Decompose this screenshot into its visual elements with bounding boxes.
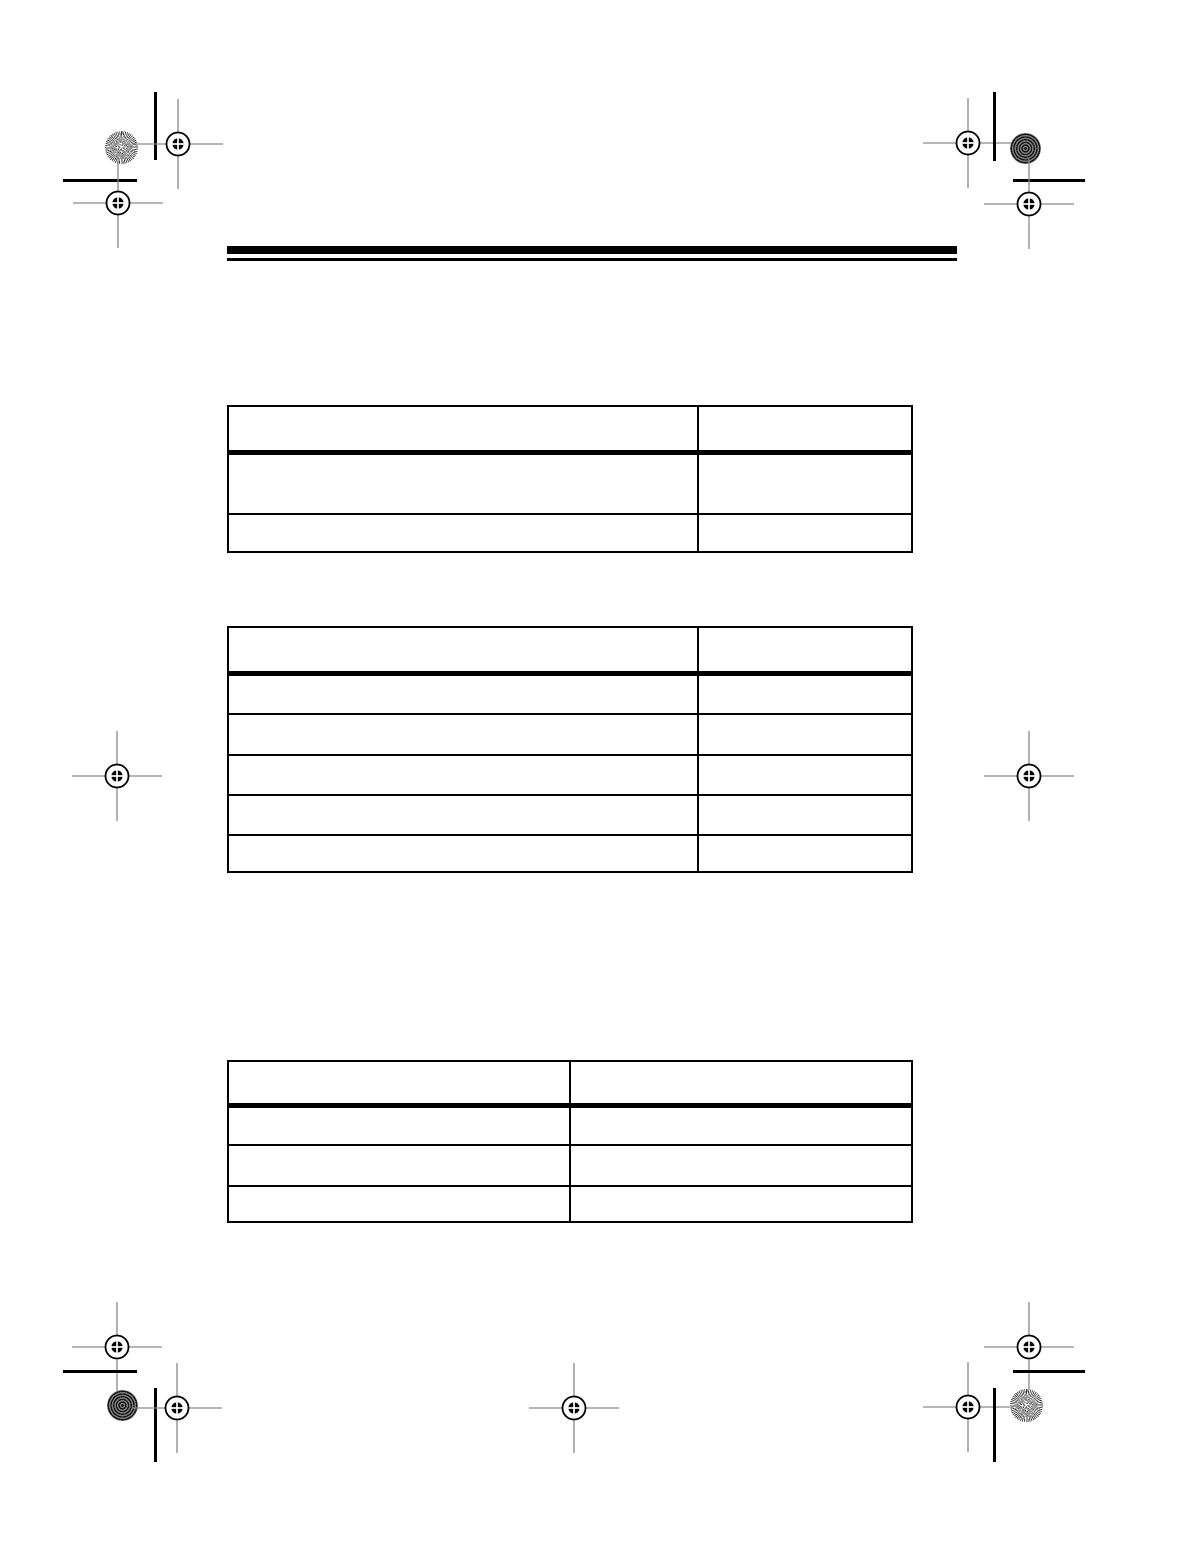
table-cell [229,1187,571,1221]
registration-crosshair-icon [981,1299,1077,1395]
registration-mark-top-left-inner [130,96,226,192]
table-cell [229,836,699,871]
header-rule-thick [227,246,957,254]
table-header-cell [571,1062,911,1103]
concentric-ring-target-icon [1010,133,1041,164]
table-row [229,455,911,513]
header-rule-thin [227,258,957,261]
table-cell [229,796,699,834]
table-header-cell [229,407,699,450]
registration-crosshair-icon [69,728,165,824]
table-row [229,513,911,551]
table-cell [229,455,699,513]
crop-trim-line-vertical-bottom-right [993,1388,996,1462]
table-header-row [229,1062,911,1108]
table-row [229,713,911,754]
registration-crosshair-icon [130,96,226,192]
table-cell [229,756,699,794]
table-cell [571,1187,911,1221]
registration-crosshair-icon [69,1299,165,1395]
table-header-cell [699,407,911,450]
table-row [229,676,911,713]
spec-table-3 [227,1060,913,1223]
crop-trim-line-vertical-top-right [993,92,996,161]
table-header-cell [229,1062,571,1103]
table-header-row [229,407,911,455]
table-row [229,794,911,834]
registration-crosshair-icon [920,95,1016,191]
table-cell [699,455,911,513]
starburst-target-icon [1010,1389,1043,1422]
table-row [229,1144,911,1185]
registration-crosshair-icon [70,155,166,251]
crop-trim-line-horizontal-top-right [1013,179,1085,182]
spec-table-1 [227,405,913,553]
registration-mark-bottom-right-inner [920,1359,1016,1455]
table-cell [229,515,699,551]
registration-mark-top-right-outer [981,156,1077,252]
concentric-ring-target-icon [107,1390,138,1421]
registration-mark-bottom-left-inner [129,1360,225,1456]
crop-trim-line-vertical-top-left [154,92,157,160]
table-row [229,754,911,794]
table-cell [229,1108,571,1144]
table-cell [571,1108,911,1144]
registration-mark-mid-left [69,728,165,824]
registration-mark-bottom-center [526,1360,622,1456]
table-cell [699,676,911,713]
table-row [229,1185,911,1221]
registration-mark-bottom-right-upper [981,1299,1077,1395]
table-cell [571,1146,911,1185]
crop-trim-line-horizontal-top-left [63,179,137,182]
registration-crosshair-icon [129,1360,225,1456]
table-cell [229,715,699,754]
table-header-row [229,628,911,676]
registration-mark-bottom-left-upper [69,1299,165,1395]
crop-trim-line-horizontal-bottom-left [63,1370,137,1373]
registration-crosshair-icon [526,1360,622,1456]
registration-mark-mid-right [981,728,1077,824]
crop-trim-line-horizontal-bottom-right [1013,1370,1085,1373]
crop-trim-line-vertical-bottom-left [154,1388,157,1462]
table-cell [229,1146,571,1185]
spec-table-2 [227,626,913,873]
table-cell [699,715,911,754]
table-header-cell [229,628,699,671]
table-cell [699,796,911,834]
registration-crosshair-icon [920,1359,1016,1455]
table-cell [229,676,699,713]
table-cell [699,756,911,794]
table-cell [699,515,911,551]
table-row [229,834,911,871]
registration-crosshair-icon [981,728,1077,824]
table-row [229,1108,911,1144]
starburst-target-icon [105,131,138,164]
table-cell [699,836,911,871]
registration-mark-top-left-outer [70,155,166,251]
registration-mark-top-right-inner [920,95,1016,191]
table-header-cell [699,628,911,671]
registration-crosshair-icon [981,156,1077,252]
